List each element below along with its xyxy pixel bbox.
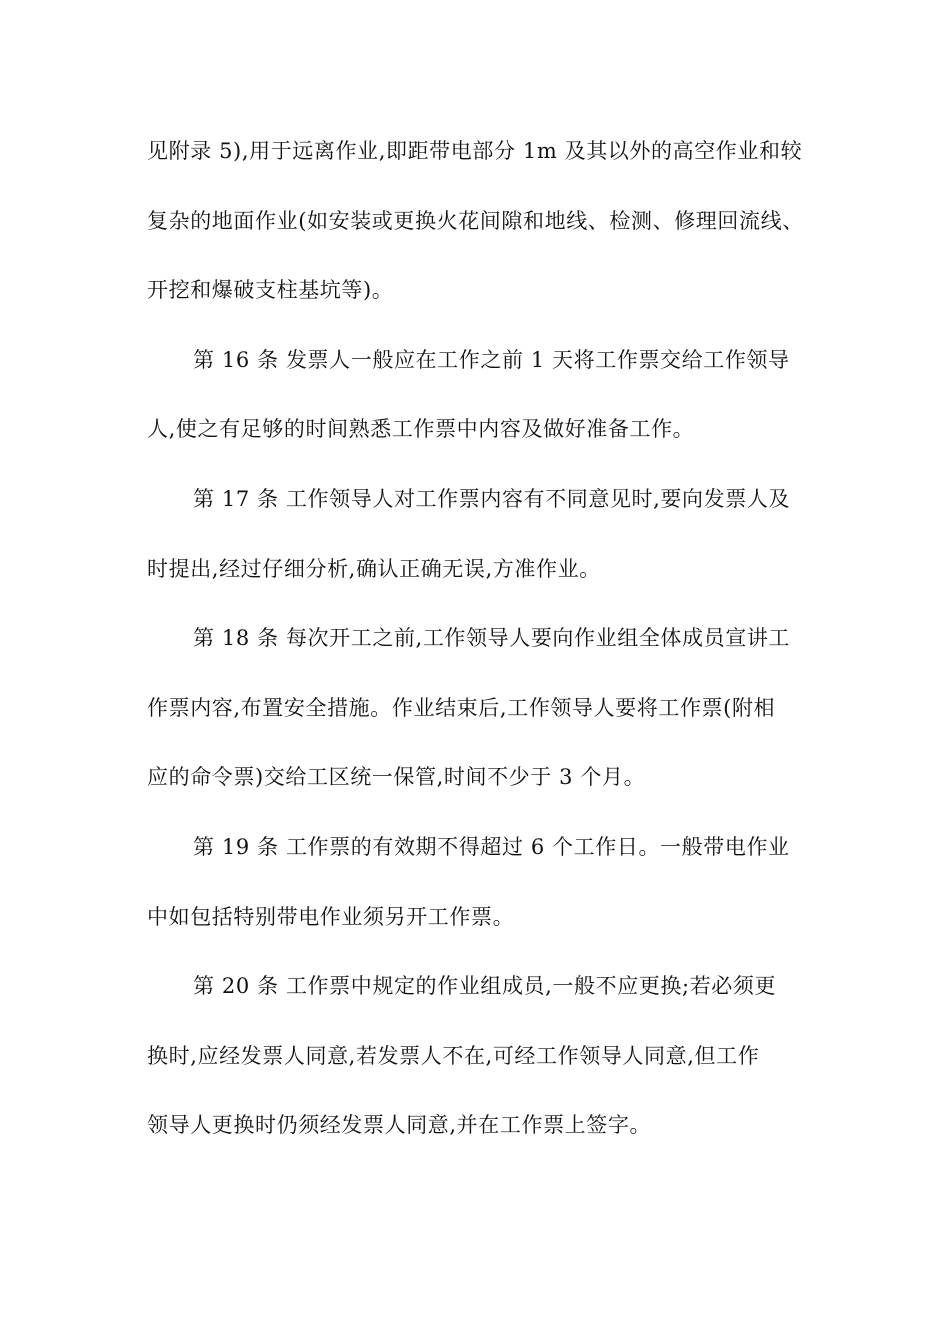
article-16-first-line: 第 16 条 发票人一般应在工作之前 1 天将工作票交给工作领导: [193, 348, 790, 372]
text-line: 换时,应经发票人同意,若发票人不在,可经工作领导人同意,但工作: [147, 1044, 760, 1068]
article-19-first-line: 第 19 条 工作票的有效期不得超过 6 个工作日。一般带电作业: [193, 835, 790, 859]
text-line: 时提出,经过仔细分析,确认正确无误,方准作业。: [147, 557, 601, 581]
article-20-first-line: 第 20 条 工作票中规定的作业组成员,一般不应更换;若必须更: [193, 974, 777, 998]
text-line: 人,使之有足够的时间熟悉工作票中内容及做好准备工作。: [147, 417, 695, 441]
text-line: 领导人更换时仍须经发票人同意,并在工作票上签字。: [147, 1113, 652, 1137]
text-line: 复杂的地面作业(如安装或更换火花间隙和地线、检测、修理回流线、: [147, 209, 804, 233]
text-line: 中如包括特别带电作业须另开工作票。: [147, 905, 515, 929]
text-line: 应的命令票)交给工区统一保管,时间不少于 3 个月。: [147, 765, 646, 789]
text-line: 开挖和爆破支柱基坑等)。: [147, 278, 394, 302]
text-line: 作票内容,布置安全措施。作业结束后,工作领导人要将工作票(附相: [147, 696, 776, 720]
text-line: 见附录 5),用于远离作业,即距带电部分 1m 及其以外的高空作业和较: [147, 139, 803, 163]
article-17-first-line: 第 17 条 工作领导人对工作票内容有不同意见时,要向发票人及: [193, 487, 791, 511]
article-18-first-line: 第 18 条 每次开工之前,工作领导人要向作业组全体成员宣讲工: [193, 626, 791, 650]
